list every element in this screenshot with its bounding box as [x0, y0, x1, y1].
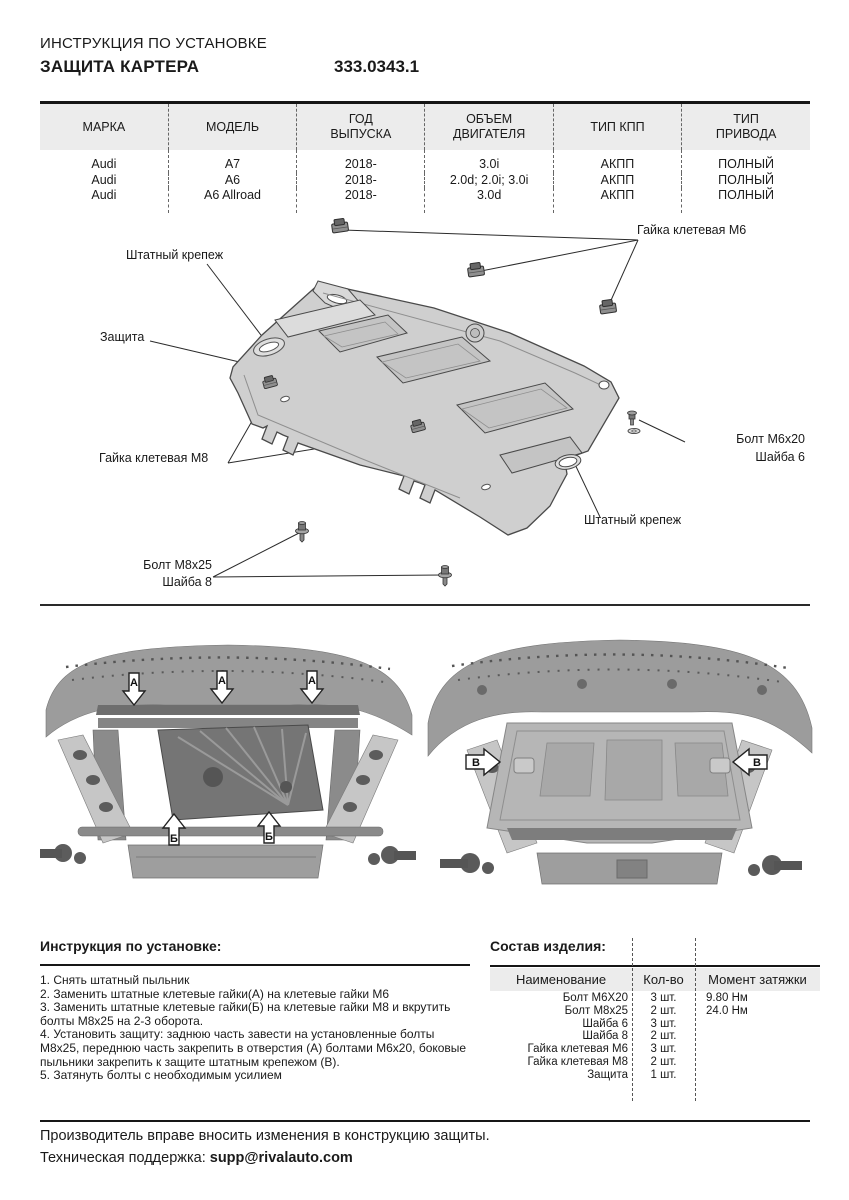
bolt-m8x25 — [439, 566, 452, 587]
cell: ПОЛНЫЙ — [682, 188, 810, 213]
svg-text:А: А — [308, 675, 316, 687]
install-steps — [40, 974, 476, 1083]
doc-title-line1: ИНСТРУКЦИЯ ПО УСТАНОВКЕ — [40, 35, 267, 52]
cell: 2018- — [297, 188, 425, 213]
parts-divider — [695, 938, 696, 1101]
photo-underbody-stock — [38, 635, 418, 880]
cell: A6 — [168, 173, 296, 189]
parts-row: Болт М6Х20 3 шт. 9.80 Нм — [562, 992, 748, 1004]
svg-text:А: А — [130, 677, 138, 689]
parts-row: Гайка клетевая М8 2 шт. — [527, 1055, 677, 1068]
cell: 2018- — [297, 173, 425, 189]
cell: АКПП — [553, 173, 681, 189]
skid-plate-drawing — [230, 281, 619, 535]
doc-title-line2: ЗАЩИТА КАРТЕРА — [40, 57, 200, 76]
install-step: 3. Заменить штатные клетевые гайки(Б) на клетевые гайки М8 и вкрутить болты М8х25 на 2-3 оборота. — [40, 1000, 451, 1028]
cell: АКПП — [553, 150, 681, 173]
fitment-row — [40, 173, 810, 189]
parts-row: Защита 1 шт. — [587, 1068, 677, 1081]
support-email: supp@rivalauto.com — [209, 1150, 353, 1166]
install-step: 1. Снять штатный пыльник — [40, 973, 190, 987]
bolt-m8x25 — [296, 522, 309, 543]
clip-nut-m6 — [467, 262, 485, 277]
fitment-header — [40, 103, 810, 151]
col-model: МОДЕЛЬ — [168, 103, 296, 151]
cell: A6 Allroad — [168, 188, 296, 213]
callout-gayka-m8: Гайка клетевая М8 — [99, 451, 209, 465]
footer-rule — [40, 1120, 810, 1122]
callout-bolt-m8: Болт М8х25 Шайба 8 — [143, 558, 212, 589]
parts-col-torque: Момент затяжки — [708, 972, 807, 987]
cell: АКПП — [553, 188, 681, 213]
svg-text:А: А — [218, 675, 226, 687]
support-label: Техническая поддержка: — [40, 1150, 206, 1166]
bolt-m6x20-washer — [628, 411, 641, 434]
parts-col-name: Наименование — [515, 972, 607, 987]
install-rule — [40, 964, 470, 966]
parts-divider — [632, 938, 633, 1101]
callout-gayka-m6: Гайка клетевая М6 — [637, 223, 747, 237]
cell: 3.0i — [425, 150, 553, 173]
callout-shtatny-bottom: Штатный крепеж — [584, 513, 682, 527]
cell: 3.0d — [425, 188, 553, 213]
install-section — [40, 938, 480, 1083]
cell: 2018- — [297, 150, 425, 173]
callout-zashchita: Защита — [100, 330, 145, 344]
photo-underbody-installed — [422, 628, 818, 886]
parts-row: Гайка клетевая М6 3 шт. — [527, 1043, 677, 1056]
svg-text:В: В — [472, 757, 480, 769]
install-step: 2. Заменить штатные клетевые гайки(А) на клетевые гайки М6 — [40, 986, 390, 1001]
svg-text:Б: Б — [265, 831, 273, 843]
parts-section — [490, 938, 820, 1081]
fitment-table — [40, 101, 810, 213]
install-title: Инструкция по установке: — [40, 938, 222, 954]
cell: Audi — [91, 157, 117, 171]
footer-support — [40, 1150, 353, 1166]
svg-text:Б: Б — [170, 833, 178, 845]
clip-nut-m6 — [331, 218, 349, 233]
clip-nut-m6 — [599, 299, 617, 314]
col-year: ГОД ВЫПУСКА — [297, 103, 425, 151]
parts-rows — [490, 992, 820, 1082]
col-engine: ОБЪЕМ ДВИГАТЕЛЯ — [425, 103, 553, 151]
svg-text:В: В — [753, 757, 761, 769]
callout-shtatny-top: Штатный крепеж — [126, 248, 224, 262]
parts-row: Шайба 6 3 шт. — [582, 1017, 677, 1030]
parts-rule — [490, 965, 820, 967]
parts-title: Состав изделия: — [490, 938, 606, 954]
cell: ПОЛНЫЙ — [682, 150, 810, 173]
section-divider — [40, 604, 810, 606]
cell: Audi — [91, 188, 117, 202]
install-step: 5. Затянуть болты с необходимым усилием — [40, 1068, 282, 1083]
col-marka: МАРКА — [40, 103, 168, 151]
fitment-row — [40, 150, 810, 173]
col-gearbox: ТИП КПП — [553, 103, 681, 151]
cell: Audi — [91, 172, 117, 187]
part-number: 333.0343.1 — [334, 57, 420, 76]
cell: A7 — [168, 150, 296, 173]
fitment-row — [40, 188, 810, 213]
cell: 2.0d; 2.0i; 3.0i — [425, 173, 553, 189]
parts-row: Болт М8х25 2 шт. 24.0 Нм — [564, 1004, 748, 1017]
parts-row: Шайба 8 2 шт. — [582, 1030, 677, 1043]
callout-bolt-m6: Болт М6х20 Шайба 6 — [736, 432, 805, 464]
footer-disclaimer: Производитель вправе вносить изменения в конструкцию защиты. — [40, 1128, 490, 1144]
exploded-diagram — [30, 215, 819, 605]
cell: ПОЛНЫЙ — [682, 173, 810, 189]
parts-col-qty: Кол-во — [643, 972, 684, 987]
car-underbody — [40, 645, 416, 878]
install-step: 4. Установить защиту: заднюю часть завести на установленные болты М8х25, переднюю часть закрепить в отверстия (А) болтами М6х20, боковые пыльники закрепить к защите штатным крепежом (В). — [40, 1027, 467, 1069]
parts-header — [490, 968, 820, 991]
col-drive: ТИП ПРИВОДА — [682, 103, 810, 151]
